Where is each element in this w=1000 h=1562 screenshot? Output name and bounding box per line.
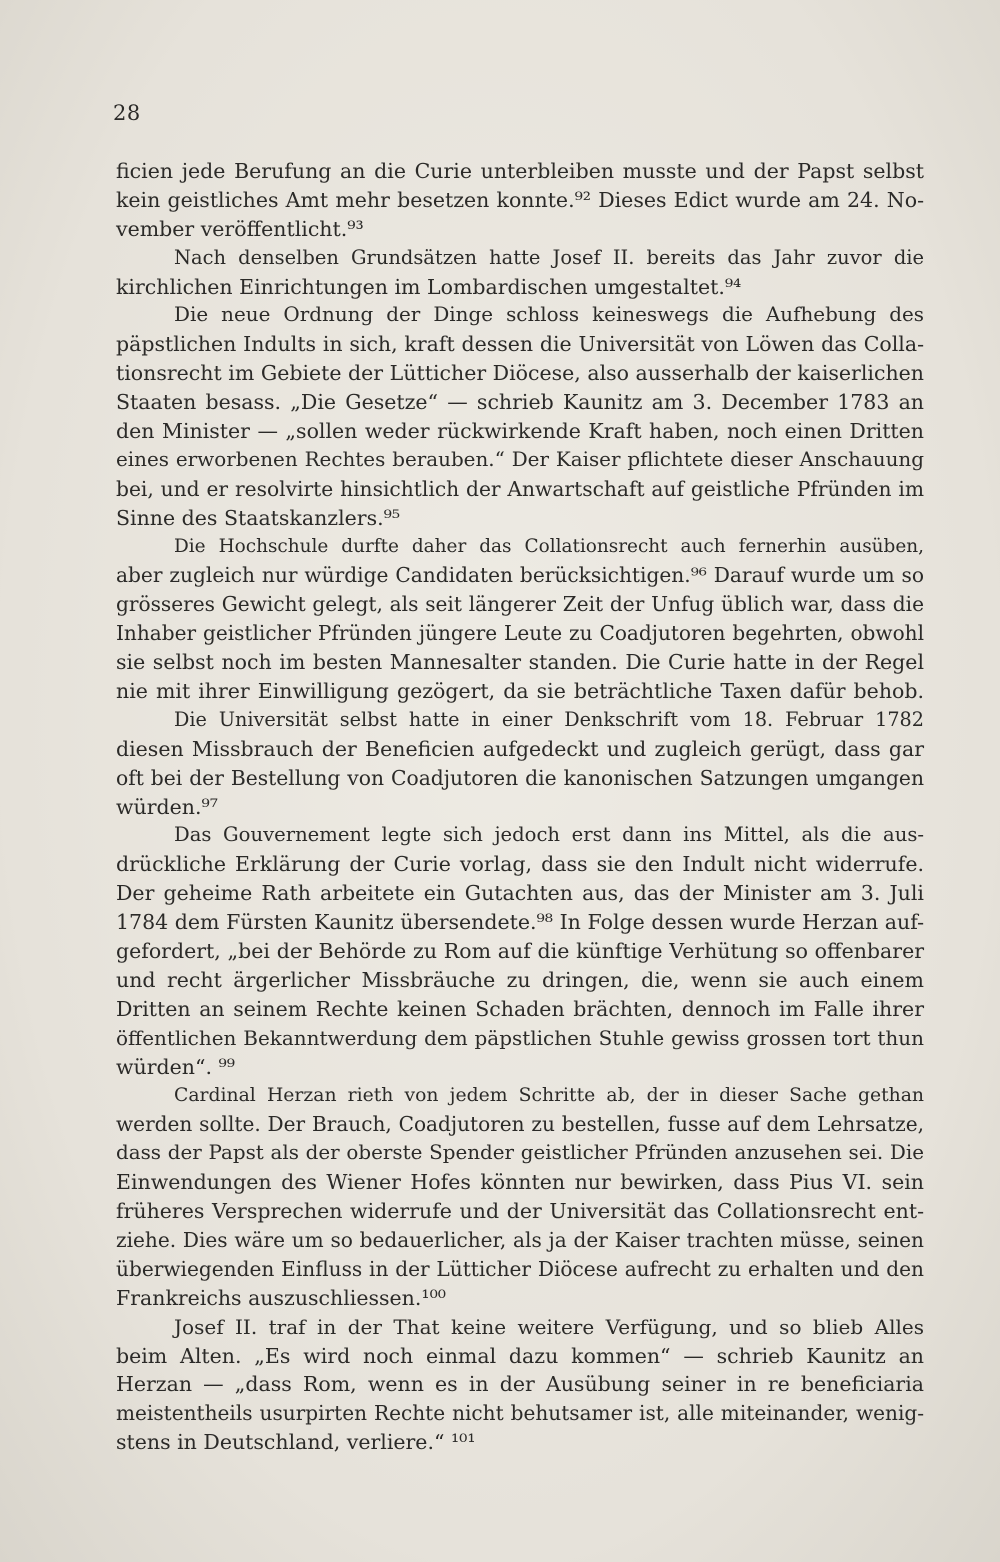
body-text bbox=[116, 157, 924, 1457]
text-line: bei, und er resolvirte hinsichtlich der Anwartschaft auf geistliche Pfründen im bbox=[116, 476, 924, 501]
text-line: würden.⁹⁷ bbox=[116, 794, 218, 819]
text-line: werden sollte. Der Brauch, Coadjutoren zu bestellen, fusse auf dem Lehrsatze, bbox=[116, 1112, 924, 1137]
text-line: drückliche Erklärung der Curie vorlag, dass sie den Indult nicht widerrufe. bbox=[116, 852, 924, 877]
text-line: Herzan — „dass Rom, wenn es in der Ausübung seiner in re beneficiaria bbox=[116, 1372, 924, 1397]
text-line: ziehe. Dies wäre um so bedauerlicher, als ja der Kaiser trachten müsse, seinen bbox=[116, 1227, 924, 1252]
text-line: Sinne des Staatskanzlers.⁹⁵ bbox=[116, 505, 401, 530]
text-line: Der geheime Rath arbeitete ein Gutachten aus, das der Minister am 3. Juli bbox=[116, 881, 924, 906]
text-line: diesen Missbrauch der Beneficien aufgedeckt und zugleich gerügt, dass gar bbox=[116, 736, 924, 761]
text-line: stens in Deutschland, verliere.“ ¹⁰¹ bbox=[116, 1430, 476, 1455]
text-line: Staaten besass. „Die Gesetze“ — schrieb Kaunitz am 3. December 1783 an bbox=[116, 390, 924, 415]
text-line: 1784 dem Fürsten Kaunitz übersendete.⁹⁸ In Folge dessen wurde Herzan auf- bbox=[116, 910, 924, 935]
text-line: päpstlichen Indults in sich, kraft dessen die Universität von Löwen das Colla- bbox=[116, 332, 924, 357]
text-line: öffentlichen Bekanntwerdung dem päpstlichen Stuhle gewiss grossen tort thun bbox=[116, 1025, 924, 1050]
text-line: und recht ärgerlicher Missbräuche zu dringen, die, wenn sie auch einem bbox=[116, 967, 924, 992]
text-line: sie selbst noch im besten Mannesalter standen. Die Curie hatte in der Regel bbox=[116, 650, 924, 675]
text-line: Frankreichs auszuschliessen.¹⁰⁰ bbox=[116, 1285, 447, 1310]
text-line: kirchlichen Einrichtungen im Lombardischen umgestaltet.⁹⁴ bbox=[116, 274, 742, 299]
text-line: Dritten an seinem Rechte keinen Schaden brächten, dennoch im Falle ihrer bbox=[116, 996, 924, 1021]
text-line: Nach denselben Grundsätzen hatte Josef II. bereits das Jahr zuvor die bbox=[174, 245, 924, 269]
text-line: aber zugleich nur würdige Candidaten berücksichtigen.⁹⁶ Darauf wurde um so bbox=[116, 563, 924, 588]
text-line: Das Gouvernement legte sich jedoch erst dann ins Mittel, als die aus- bbox=[174, 823, 924, 847]
text-line: nie mit ihrer Einwilligung gezögert, da sie beträchtliche Taxen dafür behob. bbox=[116, 679, 924, 704]
text-line: Josef II. traf in der That keine weitere Verfügung, und so blieb Alles bbox=[174, 1314, 924, 1339]
page-number: 28 bbox=[113, 101, 141, 125]
text-line: ficien jede Berufung an die Curie unterbleiben musste und der Papst selbst bbox=[116, 159, 924, 183]
text-line: tionsrecht im Gebiete der Lütticher Diöcese, also ausserhalb der kaiserlichen bbox=[116, 361, 924, 386]
text-line: kein geistliches Amt mehr besetzen konnte.⁹² Dieses Edict wurde am 24. No- bbox=[116, 187, 924, 212]
text-line: Die neue Ordnung der Dinge schloss keineswegs die Aufhebung des bbox=[174, 303, 924, 327]
text-line: Die Hochschule durfte daher das Collationsrecht auch fernerhin ausüben, bbox=[174, 535, 924, 557]
text-line: Cardinal Herzan rieth von jedem Schritte ab, der in dieser Sache gethan bbox=[174, 1084, 924, 1106]
text-line: oft bei der Bestellung von Coadjutoren die kanonischen Satzungen umgangen bbox=[116, 765, 924, 790]
text-line: beim Alten. „Es wird noch einmal dazu kommen“ — schrieb Kaunitz an bbox=[116, 1343, 924, 1368]
text-line: überwiegenden Einfluss in der Lütticher Diöcese aufrecht zu erhalten und den bbox=[116, 1256, 924, 1281]
text-line: gefordert, „bei der Behörde zu Rom auf die künftige Verhütung so offenbarer bbox=[116, 939, 924, 964]
text-line: Die Universität selbst hatte in einer Denkschrift vom 18. Februar 1782 bbox=[174, 707, 924, 731]
text-line: eines erworbenen Rechtes berauben.“ Der Kaiser pflichtete dieser Anschauung bbox=[116, 447, 924, 471]
text-line: dass der Papst als der oberste Spender geistlicher Pfründen anzusehen sei. Die bbox=[116, 1141, 924, 1165]
text-line: den Minister — „sollen weder rückwirkende Kraft haben, noch einen Dritten bbox=[116, 419, 924, 444]
text-line: meistentheils usurpirten Rechte nicht behutsamer ist, alle miteinander, wenig- bbox=[116, 1401, 924, 1426]
text-line: Einwendungen des Wiener Hofes könnten nur bewirken, dass Pius VI. sein bbox=[116, 1170, 924, 1195]
text-line: würden“. ⁹⁹ bbox=[116, 1054, 235, 1079]
text-line: grösseres Gewicht gelegt, als seit längerer Zeit der Unfug üblich war, dass die bbox=[116, 592, 924, 617]
text-line: vember veröffentlicht.⁹³ bbox=[116, 216, 364, 241]
text-line: früheres Versprechen widerrufe und der Universität das Collationsrecht ent- bbox=[116, 1199, 924, 1224]
text-line: Inhaber geistlicher Pfründen jüngere Leute zu Coadjutoren begehrten, obwohl bbox=[116, 621, 924, 646]
